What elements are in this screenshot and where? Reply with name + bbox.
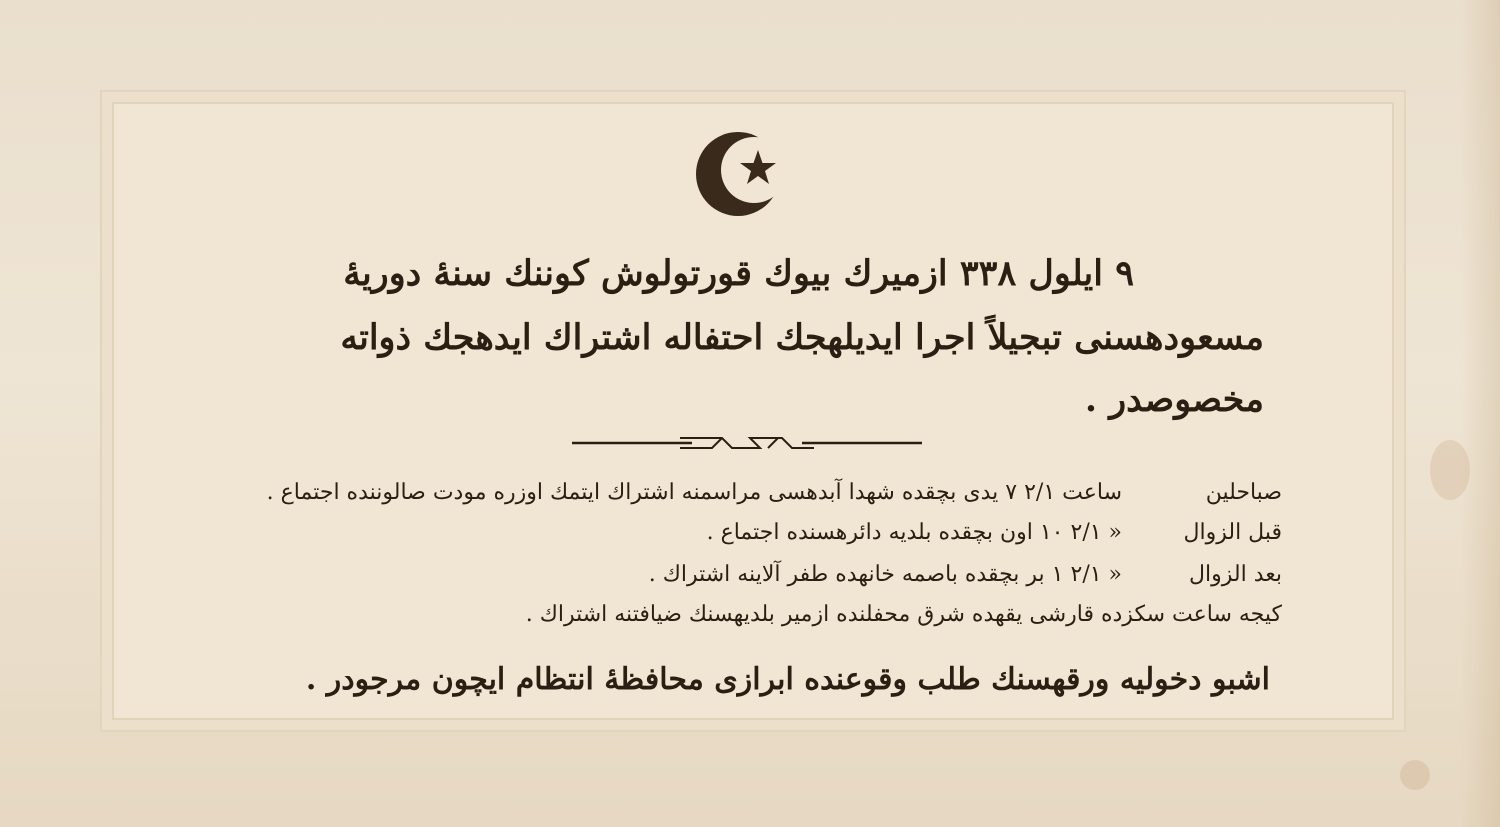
schedule-item: [526, 598, 1282, 632]
paper-stain: [1400, 760, 1430, 790]
schedule-text: « ٢/١ ١ بر بچقده باصمه خانهده طفر آلاينه اشتراك .: [648, 562, 1122, 587]
main-text-line-2: مسعودهسنى تبجيلاً اجرا ايديلهجك احتفاله اشتراك ايدهجك ذواته: [340, 317, 1264, 358]
crescent-star-icon: [694, 128, 790, 220]
schedule-label: قبل الزوال: [1183, 520, 1282, 545]
main-text-line-3: مخصوصدر .: [1084, 379, 1264, 420]
schedule-text: ساعت ٢/١ ٧ يدى بچقده شهدا آبدهسى مراسمنه اشتراك ايتمك اوزره مودت صالوننده اجتماع .: [266, 480, 1122, 505]
main-text-line-1: ٩ ايلول ٣٣٨ ازميرك بيوك قورتولوش كوننك سنهٔ دوريهٔ: [343, 253, 1134, 294]
schedule-label: صباحلين: [1205, 480, 1282, 505]
footer-note: اشبو دخوليه ورقهسنك طلب وقوعنده ابرازى محافظهٔ انتظام ايچون مرجودر .: [305, 662, 1270, 697]
schedule-label: بعد الزوال: [1189, 562, 1282, 587]
schedule-item: [707, 516, 1282, 550]
ornamental-divider: [572, 432, 922, 454]
paper-stain: [1430, 440, 1470, 500]
schedule-text: « ٢/١ ١٠ اون بچقده بلديه دائرهسنده اجتماع .: [706, 520, 1122, 545]
schedule-text: كيجه ساعت سكزده قارشى يقهده شرق محفلنده ازمير بلديهسنك ضيافتنه اشتراك .: [525, 602, 1282, 627]
schedule-item: [267, 476, 1282, 510]
schedule-item: [649, 558, 1282, 592]
